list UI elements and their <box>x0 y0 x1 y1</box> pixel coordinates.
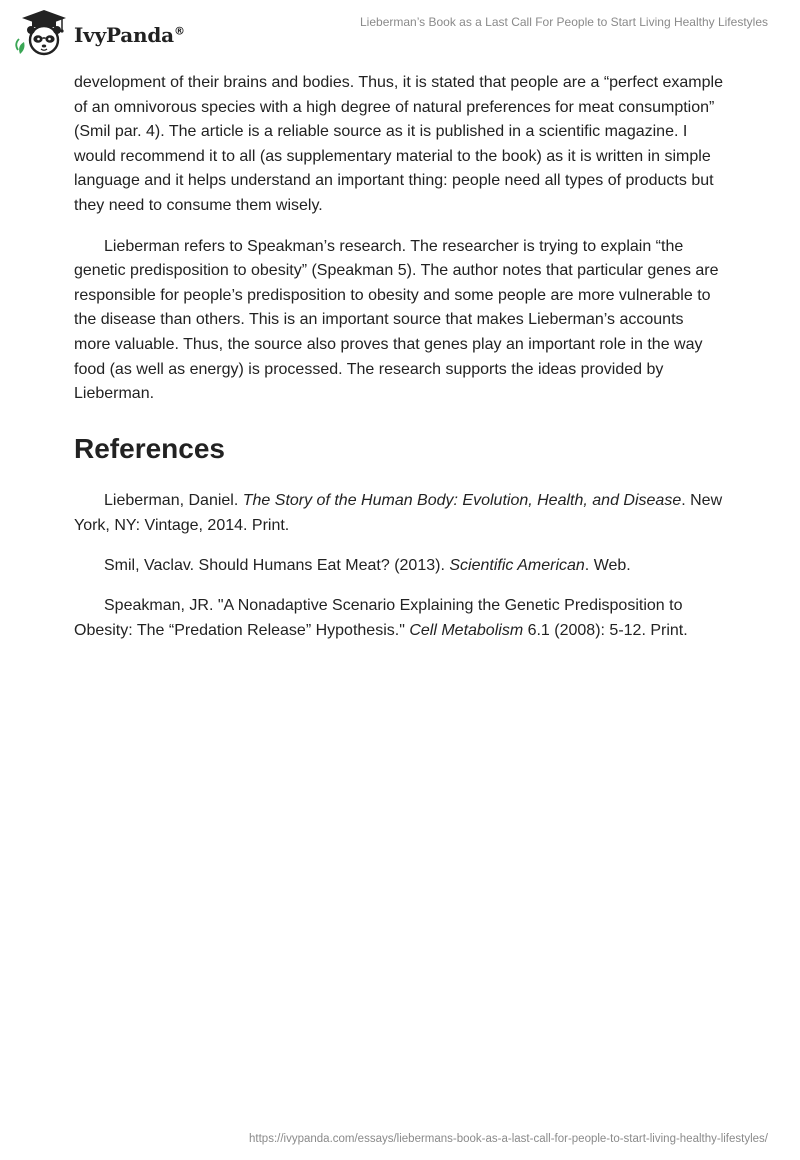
reference-item-speakman: Speakman, JR. "A Nonadaptive Scenario Explaining the Genetic Predisposition to Obesity: The “Predation Release” Hypothesis." Cell Metabolism 6.1 (2008): 5-12. Print. <box>74 596 688 639</box>
running-title: Lieberman’s Book as a Last Call For People to Start Living Healthy Lifestyles <box>360 15 768 29</box>
page-header <box>0 0 800 70</box>
ivypanda-logo[interactable] <box>14 8 185 58</box>
essay-content <box>74 71 724 658</box>
registered-mark: ® <box>173 24 185 38</box>
reference-item-lieberman: Lieberman, Daniel. The Story of the Human Body: Evolution, Health, and Disease. New York, NY: Vintage, 2014. Print. <box>74 491 723 534</box>
body-paragraph-2: Lieberman refers to Speakman’s research. The researcher is trying to explain “the genetic predisposition to obesity” (Speakman 5). The author notes that particular genes are responsible for people’s predisposition to obesity and some people are more vulnerable to the disease than others. This is an important source that makes Lieberman’s accounts more valuable. Thus, the source also proves that genes play an important role in the way food (as well as energy) is processed. The research supports the ideas provided by Lieberman. <box>74 237 719 403</box>
source-url[interactable]: https://ivypanda.com/essays/liebermans-book-as-a-last-call-for-people-to-start-living-healthy-lifestyles/ <box>249 1133 768 1145</box>
references-heading: References <box>74 432 225 464</box>
logo-wordmark: IvyPanda® <box>74 23 185 47</box>
body-paragraph-1: development of their brains and bodies. Thus, it is stated that people are a “perfect example of an omnivorous species with a high degree of natural preferences for meat consumption” (Smil par. 4). The article is a reliable source as it is published in a scientific magazine. I would recommend it to all (as supplementary material to the book) as it is written in simple language and it helps understand an important thing: people need all types of products but they need to consume them wisely. <box>74 74 723 214</box>
reference-item-smil: Smil, Vaclav. Should Humans Eat Meat? (2013). Scientific American. Web. <box>104 556 631 574</box>
panda-graduate-logo-icon <box>14 8 70 58</box>
